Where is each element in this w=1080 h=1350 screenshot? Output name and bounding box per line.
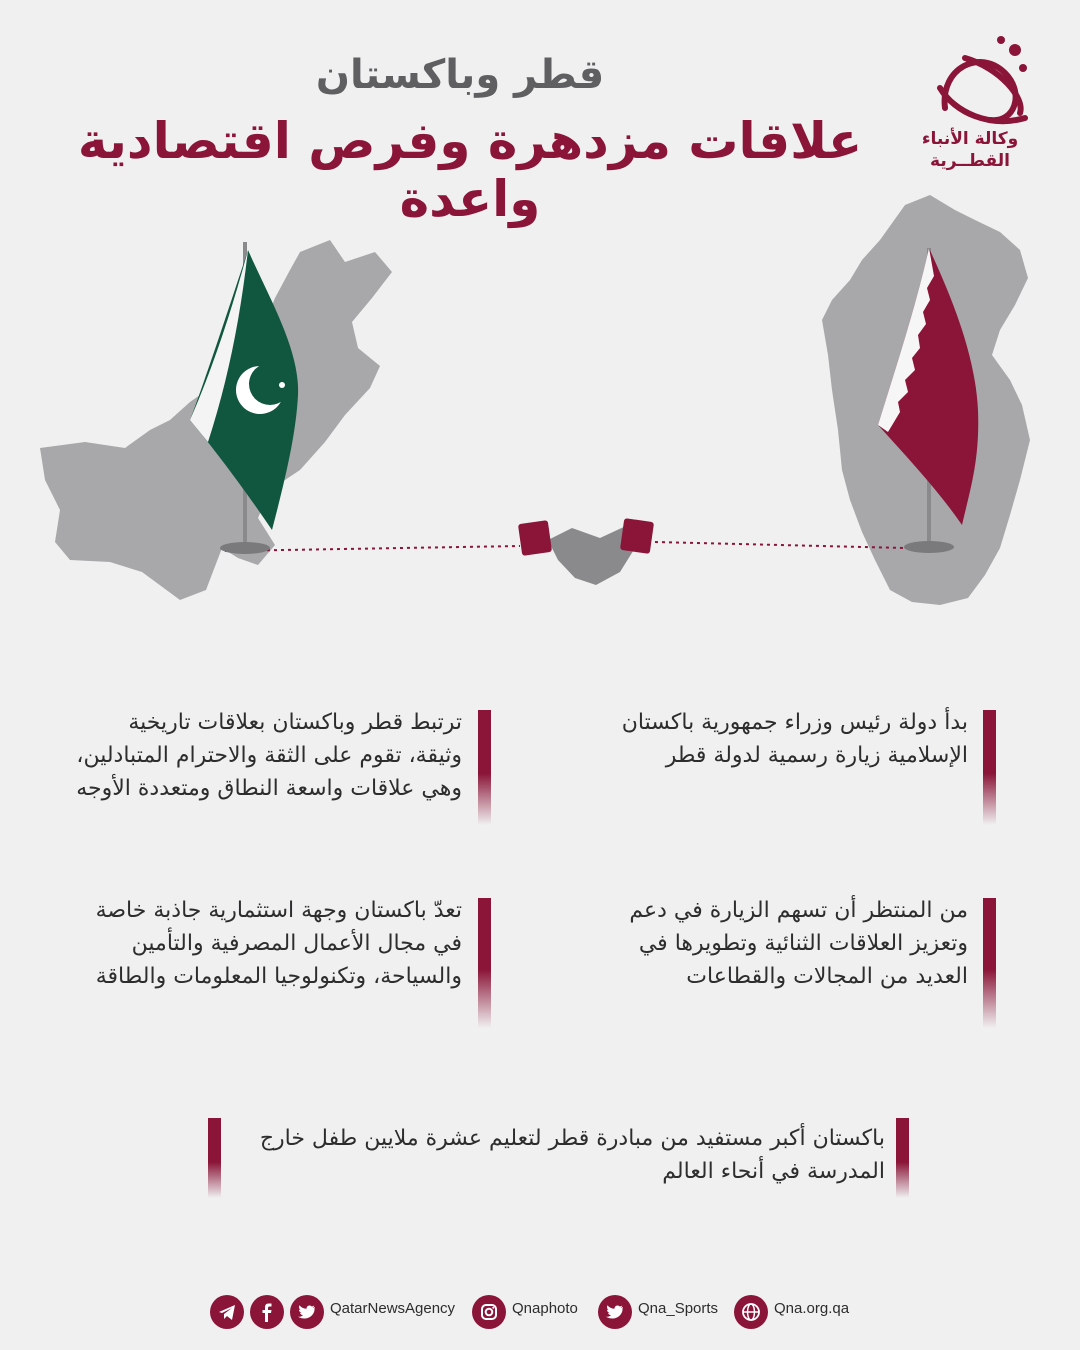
logo-line-1: وكالة الأنباء (921, 129, 1019, 149)
accent-bar (208, 1118, 221, 1198)
twitter-handle[interactable]: QatarNewsAgency (330, 1300, 456, 1317)
fact-education: باكستان أكبر مستفيد من مبادرة قطر لتعليم عشرة ملايين طفل خارج المدرسة في أنحاء العالم (259, 1126, 885, 1184)
accent-bar (478, 710, 491, 825)
fact-relations: ترتبط قطر وباكستان بعلاقات تاريخية وثيقة، تقوم على الثقة والاحترام المتبادلين، وهي علاقات واسعة النطاق ومتعددة الأوجه (76, 710, 462, 801)
maps-illustration (0, 180, 1080, 640)
website-link[interactable]: Qna.org.qa (774, 1300, 850, 1317)
accent-bar (983, 710, 996, 825)
telegram-icon[interactable] (210, 1295, 244, 1329)
logo-line-2: القطــرية (930, 151, 1010, 171)
sports-handle[interactable]: Qna_Sports (638, 1300, 719, 1317)
fact-investment: تعدّ باكستان وجهة استثمارية جاذبة خاصة في مجال الأعمال المصرفية والتأمين والسياحة، وتكنولوجيا المعلومات والطاقة (95, 898, 462, 989)
page-title: علاقات مزدهرة وفرص اقتصادية واعدة (77, 112, 863, 228)
fact-cooperation: من المنتظر أن تسهم الزيارة في دعم وتعزيز العلاقات الثنائية وتطويرها في العديد من المجالات والقطاعات (629, 898, 968, 989)
twitter-icon[interactable] (598, 1295, 632, 1329)
page-subtitle: قطر وباكستان (315, 52, 605, 98)
qna-logo-text (905, 128, 1035, 172)
instagram-handle[interactable]: Qnaphoto (512, 1300, 578, 1317)
social-bar (200, 1288, 880, 1334)
instagram-icon[interactable] (472, 1295, 506, 1329)
handshake-icon (518, 518, 654, 585)
accent-bar (896, 1118, 909, 1198)
fact-visit: بدأ دولة رئيس وزراء جمهورية باكستان الإسلامية زيارة رسمية لدولة قطر (621, 710, 968, 768)
globe-icon[interactable] (734, 1295, 768, 1329)
twitter-icon[interactable] (290, 1295, 324, 1329)
accent-bar (983, 898, 996, 1028)
accent-bar (478, 898, 491, 1028)
facebook-icon[interactable] (250, 1295, 284, 1329)
